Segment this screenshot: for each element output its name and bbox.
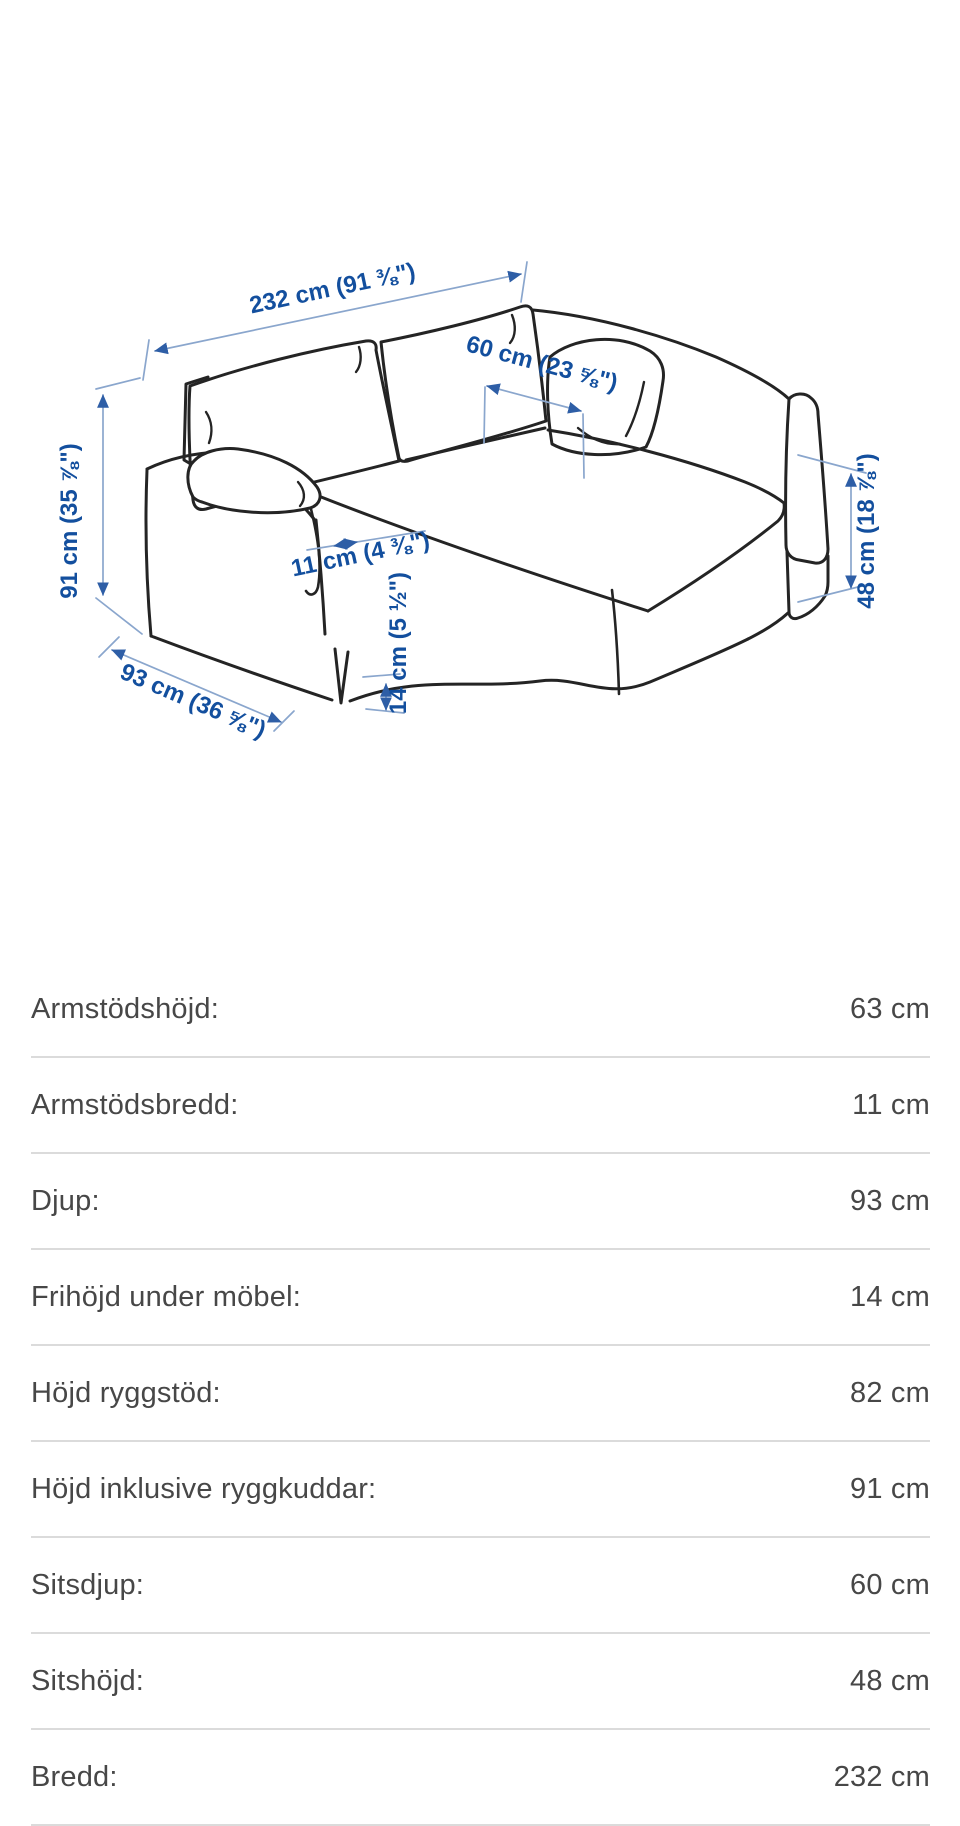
spec-label: Djup: bbox=[31, 1184, 100, 1217]
spec-label: Sitshöjd: bbox=[31, 1664, 145, 1697]
table-row bbox=[31, 962, 930, 1058]
spec-label: Armstödshöjd: bbox=[31, 992, 219, 1025]
table-row bbox=[31, 1538, 930, 1634]
spec-label: Höjd ryggstöd: bbox=[31, 1376, 221, 1409]
dim-label-seat-height: 48 cm (18 ⅞") bbox=[853, 453, 880, 609]
table-row bbox=[31, 1730, 930, 1826]
table-row bbox=[31, 1154, 930, 1250]
spec-label: Höjd inklusive ryggkuddar: bbox=[31, 1472, 377, 1505]
spec-value: 232 cm bbox=[833, 1760, 930, 1793]
sofa-outline bbox=[146, 306, 828, 703]
spec-value: 63 cm bbox=[850, 992, 930, 1025]
spec-value: 93 cm bbox=[850, 1184, 930, 1217]
spec-label: Armstödsbredd: bbox=[31, 1088, 239, 1121]
spec-value: 60 cm bbox=[850, 1568, 930, 1601]
sofa-line-drawing bbox=[0, 0, 960, 790]
spec-value: 14 cm bbox=[850, 1280, 930, 1313]
table-row bbox=[31, 1058, 930, 1154]
table-row bbox=[31, 1442, 930, 1538]
spec-value: 11 cm bbox=[852, 1088, 930, 1121]
spec-value: 91 cm bbox=[850, 1472, 930, 1505]
dim-label-depth: 93 cm (36 ⅝") bbox=[116, 658, 270, 744]
table-row bbox=[31, 1346, 930, 1442]
dim-label-width: 232 cm (91 ⅜") bbox=[247, 257, 418, 320]
measurements-table bbox=[31, 962, 930, 1826]
dim-label-clearance: 14 cm (5 ½") bbox=[385, 571, 412, 715]
dim-label-height: 91 cm (35 ⅞") bbox=[56, 443, 83, 599]
spec-value: 82 cm bbox=[850, 1376, 930, 1409]
dim-label-seat-depth: 60 cm (23 ⅝") bbox=[463, 330, 621, 397]
table-row bbox=[31, 1250, 930, 1346]
spec-label: Bredd: bbox=[31, 1760, 118, 1793]
table-row bbox=[31, 1634, 930, 1730]
spec-value: 48 cm bbox=[850, 1664, 930, 1697]
sofa-dimension-diagram bbox=[0, 0, 960, 790]
spec-label: Frihöjd under möbel: bbox=[31, 1280, 301, 1313]
spec-label: Sitsdjup: bbox=[31, 1568, 145, 1601]
dim-label-armrest-width: 11 cm (4 ⅜") bbox=[288, 526, 433, 583]
